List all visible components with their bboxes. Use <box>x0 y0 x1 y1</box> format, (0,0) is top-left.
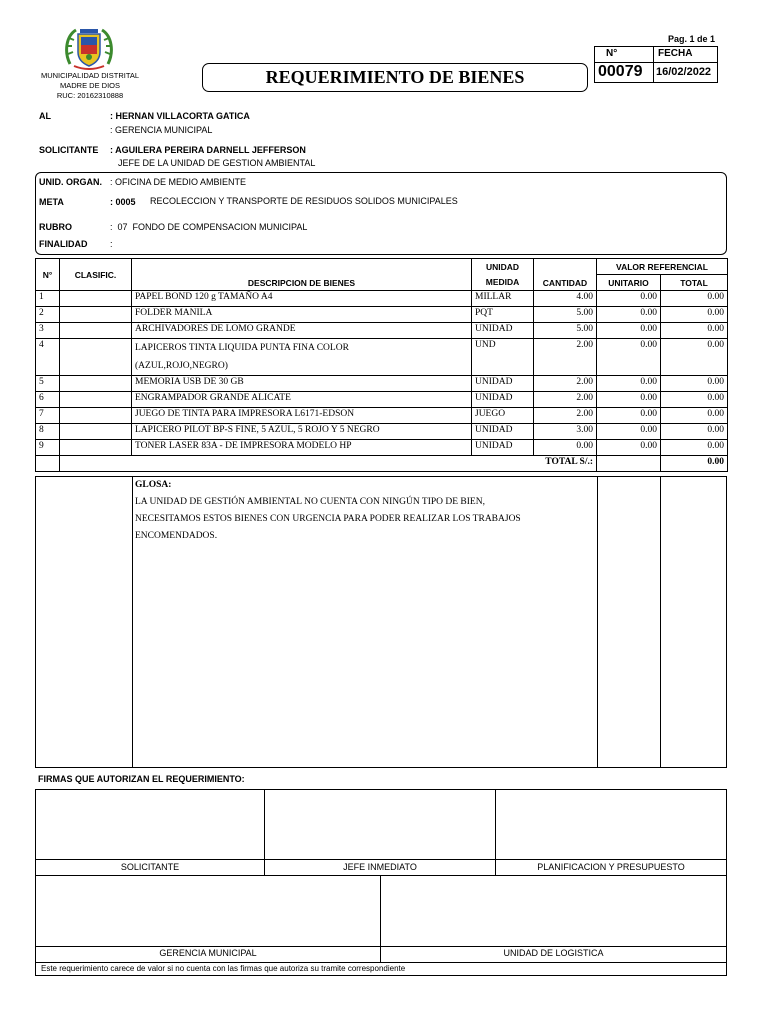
solicitante-name: : AGUILERA PEREIRA DARNELL JEFFERSON <box>110 145 306 155</box>
signature-label-gerencia: GERENCIA MUNICIPAL <box>159 948 257 958</box>
col-num-header: N° <box>36 259 60 291</box>
meta-code: : 0005 <box>110 197 136 207</box>
meta-label: META <box>39 197 64 207</box>
row-cantidad: 4.00 <box>534 291 597 307</box>
row-clasif <box>60 392 132 408</box>
row-unitario: 0.00 <box>597 307 661 323</box>
row-num: 2 <box>36 307 60 323</box>
items-table <box>35 258 728 472</box>
municipality-region: MADRE DE DIOS <box>59 81 120 90</box>
row-desc: PAPEL BOND 120 g TAMAÑO A4 <box>132 291 472 307</box>
glosa-line-2: NECESITAMOS ESTOS BIENES CON URGENCIA PARA PODER REALIZAR LOS TRABAJOS <box>135 514 521 524</box>
row-num: 4 <box>36 339 60 376</box>
row-desc: TONER LASER 83A - DE IMPRESORA MODELO HP <box>132 440 472 456</box>
table-row <box>36 339 728 376</box>
row-num: 3 <box>36 323 60 339</box>
row-unidad: UNIDAD <box>472 376 534 392</box>
row-total: 0.00 <box>661 376 728 392</box>
row-num: 7 <box>36 408 60 424</box>
col-cantidad-header: CANTIDAD <box>534 259 597 291</box>
row-unitario: 0.00 <box>597 339 661 376</box>
rubro-label: RUBRO <box>39 222 72 232</box>
glosa-line-1: LA UNIDAD DE GESTIÓN AMBIENTAL NO CUENTA CON NINGÚN TIPO DE BIEN, <box>135 497 485 507</box>
glosa-line-3: ENCOMENDADOS. <box>135 531 218 541</box>
row-cantidad: 3.00 <box>534 424 597 440</box>
row-num: 1 <box>36 291 60 307</box>
row-unitario: 0.00 <box>597 392 661 408</box>
row-total: 0.00 <box>661 307 728 323</box>
row-unitario: 0.00 <box>597 291 661 307</box>
row-cantidad: 2.00 <box>534 376 597 392</box>
row-unidad: UNIDAD <box>472 323 534 339</box>
row-unitario: 0.00 <box>597 424 661 440</box>
row-desc <box>132 339 472 376</box>
row-num: 8 <box>36 424 60 440</box>
row-num: 6 <box>36 392 60 408</box>
row-clasif <box>60 376 132 392</box>
table-row <box>36 307 728 323</box>
table-row <box>36 291 728 307</box>
signature-label-jefe: JEFE INMEDIATO <box>343 862 417 872</box>
row-desc: LAPICERO PILOT BP-S FINE, 5 AZUL, 5 ROJO Y 5 NEGRO <box>132 424 472 440</box>
row-unitario: 0.00 <box>597 408 661 424</box>
table-row <box>36 424 728 440</box>
meta-value: RECOLECCION Y TRANSPORTE DE RESIDUOS SOLIDOS MUNICIPALES <box>150 196 458 206</box>
col-unidad-header-2: MEDIDA <box>472 275 534 291</box>
total-label: TOTAL S/.: <box>60 456 597 472</box>
row-total: 0.00 <box>661 323 728 339</box>
row-unitario: 0.00 <box>597 440 661 456</box>
row-clasif <box>60 408 132 424</box>
row-unidad: JUEGO <box>472 408 534 424</box>
table-header-row-1 <box>36 259 728 275</box>
row-cantidad: 5.00 <box>534 307 597 323</box>
page-number: Pag. 1 de 1 <box>667 34 715 44</box>
unid-organ-value: : OFICINA DE MEDIO AMBIENTE <box>110 177 247 187</box>
rubro-value: : 07 FONDO DE COMPENSACION MUNICIPAL <box>110 222 308 232</box>
row-unidad: MILLAR <box>472 291 534 307</box>
row-unitario: 0.00 <box>597 376 661 392</box>
disclaimer-note: Este requerimiento carece de valor si no cuenta con las firmas que autoriza su tramite correspondiente <box>35 962 727 976</box>
row-total: 0.00 <box>661 339 728 376</box>
date-label: FECHA <box>658 48 693 59</box>
row-cantidad: 0.00 <box>534 440 597 456</box>
table-row <box>36 323 728 339</box>
solicitante-label: SOLICITANTE <box>39 145 99 155</box>
row-total: 0.00 <box>661 408 728 424</box>
col-unitario-header: UNITARIO <box>597 275 661 291</box>
row-unidad: UNIDAD <box>472 392 534 408</box>
total-row <box>36 456 728 472</box>
finalidad-value: : <box>110 239 113 249</box>
table-row <box>36 376 728 392</box>
col-clasif-header: CLASIFIC. <box>60 259 132 291</box>
row-desc: ENGRAMPADOR GRANDE ALICATE <box>132 392 472 408</box>
col-valor-header: VALOR REFERENCIAL <box>597 259 728 275</box>
row-clasif <box>60 440 132 456</box>
row-cantidad: 5.00 <box>534 323 597 339</box>
document-title: REQUERIMIENTO DE BIENES <box>202 63 588 92</box>
signatures-title: FIRMAS QUE AUTORIZAN EL REQUERIMIENTO: <box>38 774 245 784</box>
row-total: 0.00 <box>661 424 728 440</box>
row-desc: ARCHIVADORES DE LOMO GRANDE <box>132 323 472 339</box>
row-unitario: 0.00 <box>597 323 661 339</box>
col-total-header: TOTAL <box>661 275 728 291</box>
row-clasif <box>60 291 132 307</box>
municipality-name: MUNICIPALIDAD DISTRITAL <box>40 71 140 80</box>
row-clasif <box>60 339 132 376</box>
row-num: 9 <box>36 440 60 456</box>
col-unidad-header-1: UNIDAD <box>472 259 534 275</box>
municipal-logo-emblem <box>64 24 114 70</box>
row-cantidad: 2.00 <box>534 408 597 424</box>
municipality-ruc: RUC: 20162310888 <box>56 91 124 100</box>
col-desc-header: DESCRIPCION DE BIENES <box>132 259 472 291</box>
row-clasif <box>60 424 132 440</box>
al-name: : HERNAN VILLACORTA GATICA <box>110 111 250 121</box>
al-label: AL <box>39 111 51 121</box>
table-row <box>36 440 728 456</box>
unid-organ-label: UNID. ORGAN. <box>39 177 102 187</box>
row-total: 0.00 <box>661 440 728 456</box>
document-date: 16/02/2022 <box>656 66 712 78</box>
row-desc: MEMORIA USB DE 30 GB <box>132 376 472 392</box>
row-unidad: UND <box>472 339 534 376</box>
row-cantidad: 2.00 <box>534 339 597 376</box>
row-clasif <box>60 323 132 339</box>
row-num: 5 <box>36 376 60 392</box>
row-unidad: UNIDAD <box>472 424 534 440</box>
signature-label-solicitante: SOLICITANTE <box>120 862 180 872</box>
al-office: : GERENCIA MUNICIPAL <box>110 125 213 135</box>
finalidad-label: FINALIDAD <box>39 239 88 249</box>
signature-label-planificacion: PLANIFICACION Y PRESUPUESTO <box>537 862 685 872</box>
signature-label-logistica: UNIDAD DE LOGISTICA <box>503 948 604 958</box>
row-unidad: UNIDAD <box>472 440 534 456</box>
table-row <box>36 392 728 408</box>
table-row <box>36 408 728 424</box>
row-total: 0.00 <box>661 291 728 307</box>
row-desc: FOLDER MANILA <box>132 307 472 323</box>
row-cantidad: 2.00 <box>534 392 597 408</box>
total-value: 0.00 <box>661 456 728 472</box>
glosa-label: GLOSA: <box>135 480 172 490</box>
row-clasif <box>60 307 132 323</box>
row-desc-line-1: LAPICEROS TINTA LIQUIDA PUNTA FINA COLOR <box>135 343 349 353</box>
number-label: N° <box>606 48 618 59</box>
document-number: 00079 <box>598 63 643 80</box>
row-desc: JUEGO DE TINTA PARA IMPRESORA L6171-EDSON <box>132 408 472 424</box>
row-unidad: PQT <box>472 307 534 323</box>
row-desc-line-2: (AZUL,ROJO,NEGRO) <box>135 361 228 371</box>
solicitante-role: JEFE DE LA UNIDAD DE GESTION AMBIENTAL <box>118 158 316 168</box>
row-total: 0.00 <box>661 392 728 408</box>
